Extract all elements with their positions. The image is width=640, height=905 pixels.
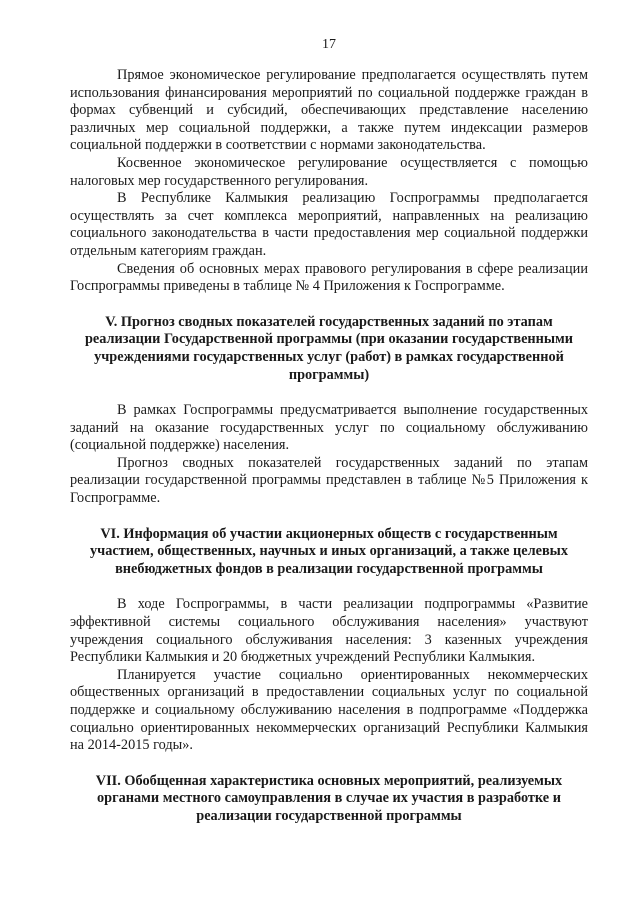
page-number: 17 xyxy=(322,37,336,52)
section-vi-heading: VI. Информация об участии акционерных обществ с государственным участием, общественных, научных и иных организаций, а также целевых внебюджетных фондов в реализации государственной программы xyxy=(90,525,568,577)
paragraph-forecast-reference: Прогноз сводных показателей государственных заданий по этапам реализации государственной программы представлен в таблице №5 Приложения к Госпрограмме. xyxy=(70,454,588,507)
paragraph-legal-measures-reference: Сведения об основных мерах правового регулирования в сфере реализации Госпрограммы приведены в таблице № 4 Приложения к Госпрограмме. xyxy=(70,260,588,295)
section-v-heading: V. Прогноз сводных показателей государственных заданий по этапам реализации Государственной программы (при оказании государственными учреждениями государственных услуг (работ) в рамках государственной программы) xyxy=(84,313,574,383)
paragraph-indirect-regulation: Косвенное экономическое регулирование осуществляется с помощью налоговых мер государственного регулирования. xyxy=(70,154,588,189)
paragraph-direct-regulation: Прямое экономическое регулирование предполагается осуществлять путем использования финансирования мероприятий по социальной поддержке граждан в формах субвенций и субсидий, обеспечивающих представление населению различных мер социальной поддержки, а также путем индексации размеров социальной поддержки в соответствии с нормами законодательства. xyxy=(70,67,588,154)
paragraph-nonprofit-participation: Планируется участие социально ориентированных некоммерческих общественных организаций в предоставлении социальных услуг по социальной поддержке и социальному обслуживанию населения в подпрограмме «Поддержка социально ориентированных некоммерческих организаций Республики Калмыкия на 2014-2015 годы». xyxy=(70,666,588,754)
paragraph-state-assignments: В рамках Госпрограммы предусматривается выполнение государственных заданий на оказание государственных услуг по социальному обслуживанию (социальной поддержке) населения. xyxy=(70,402,588,454)
section-vii-heading: VII. Обобщенная характеристика основных мероприятий, реализуемых органами местного самоуправления в случае их участия в разработке и реализации государственной программы xyxy=(95,772,563,824)
paragraph-kalmykia-implementation: В Республике Калмыкия реализацию Госпрограммы предполагается осуществлять за счет комплекса мероприятий, направленных на реализацию социального законодательства в части предоставления мер социальной поддержки отдельным категориям граждан. xyxy=(70,190,588,259)
paragraph-subprogram-participants: В ходе Госпрограммы, в части реализации подпрограммы «Развитие эффективной системы социального обслуживания населения» участвуют учреждения социального обслуживания населения: 3 казенных учреждения Республики Калмыкия и 20 бюджетных учреждений Республики Калмыкия. xyxy=(70,596,588,666)
